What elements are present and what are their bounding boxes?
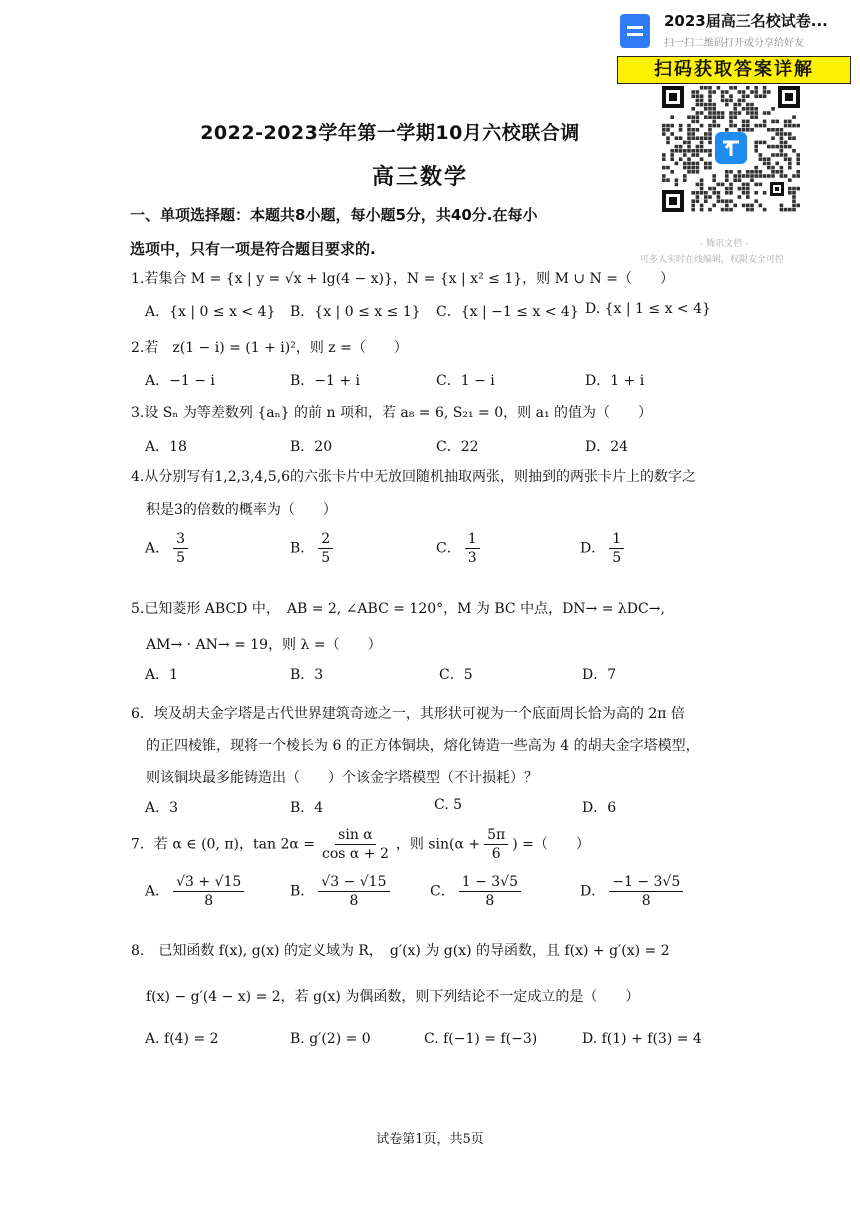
q1-option-b[interactable]: B．{x | 0 ≤ x ≤ 1} xyxy=(290,304,421,320)
q6-option-a[interactable]: A．3 xyxy=(145,800,179,816)
question-6-cont-2: 则该铜块最多能铸造出（ ）个该金字塔模型（不计损耗）？ xyxy=(146,770,538,786)
q7-option-a[interactable]: A． $\frac{√3 + √15}{8}$ xyxy=(145,873,248,910)
qr-title: 2023届高三名校试卷... xyxy=(664,12,828,30)
question-5-cont: AM→ · AN→ = 19，则 λ =（ ） xyxy=(146,637,382,653)
answer-banner[interactable]: 扫码获取答案详解 xyxy=(617,56,851,84)
q7-option-d[interactable]: D． $\frac{-1 - 3√5}{8}$ xyxy=(580,873,687,910)
q1-option-c[interactable]: C．{x | −1 ≤ x < 4} xyxy=(436,304,579,320)
q8-option-a[interactable]: A. f(4) = 2 xyxy=(145,1031,219,1047)
q4-option-d[interactable]: D． $\frac{1}{5}$ xyxy=(580,530,628,567)
q6-option-d[interactable]: D．6 xyxy=(582,800,617,816)
qr-caption: - 腾讯文档 - xyxy=(700,239,749,249)
page-footer: 试卷第1页，共5页 xyxy=(376,1132,484,1147)
q2-option-c[interactable]: C．1 − i xyxy=(436,373,495,389)
q2-option-d[interactable]: D．1 + i xyxy=(585,373,645,389)
q4-option-b[interactable]: B． $\frac{2}{5}$ xyxy=(290,530,337,567)
question-5: 5.已知菱形 ABCD 中， AB = 2, ∠ABC = 120°，M 为 BC 中点，DN→ = λDC→, xyxy=(131,601,665,617)
question-8-cont: f(x) − g′(4 − x) = 2，若 g(x) 为偶函数，则下列结论不一定成立的是（ ） xyxy=(146,989,640,1005)
section-heading: 一、单项选择题：本题共8小题，每小题5分，共40分.在每小 xyxy=(130,206,538,224)
q4-option-a[interactable]: A． $\frac{3}{5}$ xyxy=(145,530,192,567)
q1-option-a[interactable]: A．{x | 0 ≤ x < 4} xyxy=(145,304,276,320)
q8-option-d[interactable]: D. f(1) + f(3) = 4 xyxy=(582,1031,702,1047)
q3-option-d[interactable]: D．24 xyxy=(585,439,629,455)
question-8: 8. 已知函数 f(x), g(x) 的定义域为 R， g′(x) 为 g(x) 的导函数，且 f(x) + g′(x) = 2 xyxy=(131,943,670,959)
section-heading-cont: 选项中，只有一项是符合题目要求的. xyxy=(130,240,376,258)
q8-option-b[interactable]: B. g′(2) = 0 xyxy=(290,1031,371,1047)
question-4: 4.从分别写有1,2,3,4,5,6的六张卡片中无放回随机抽取两张，则抽到的两张卡片上的数字之 xyxy=(131,469,697,485)
question-6: 6．埃及胡夫金字塔是古代世界建筑奇迹之一，其形状可视为一个底面周长恰为高的 2π 倍 xyxy=(131,706,685,722)
qr-subtitle: 扫一扫二维码打开或分享给好友 xyxy=(664,38,804,49)
q5-option-a[interactable]: A．1 xyxy=(145,667,179,683)
q1-option-d[interactable]: D. {x | 1 ≤ x < 4} xyxy=(585,301,711,317)
q7-option-c[interactable]: C． $\frac{1 - 3√5}{8}$ xyxy=(430,873,525,910)
q8-option-c[interactable]: C. f(−1) = f(−3) xyxy=(424,1031,538,1047)
q3-option-c[interactable]: C．22 xyxy=(436,439,479,455)
q2-option-b[interactable]: B．−1 + i xyxy=(290,373,361,389)
q3-option-b[interactable]: B．20 xyxy=(290,439,333,455)
subject-title: 高三数学 xyxy=(371,165,468,190)
q5-option-c[interactable]: C．5 xyxy=(439,667,473,683)
q6-option-b[interactable]: B．4 xyxy=(290,800,324,816)
document-icon xyxy=(620,14,650,48)
q5-option-d[interactable]: D．7 xyxy=(582,667,617,683)
q2-option-a[interactable]: A．−1 − i xyxy=(145,373,215,389)
qr-header xyxy=(620,10,840,54)
question-7: 7．若 α ∈ (0, π)，tan 2α = $\frac{\text{sin α}}{\text{cos α + 2}}$ ，则 sin(α + $\frac{5\pi}{6}$ ) =（ ） xyxy=(131,827,590,862)
q4-option-c[interactable]: C． $\frac{1}{3}$ xyxy=(436,530,484,567)
q5-option-b[interactable]: B．3 xyxy=(290,667,324,683)
q3-option-a[interactable]: A．18 xyxy=(145,439,187,455)
q7-option-b[interactable]: B． $\frac{√3 - √15}{8}$ xyxy=(290,873,394,910)
question-4-cont: 积是3的倍数的概率为（ ） xyxy=(146,502,337,518)
qr-code-icon[interactable] xyxy=(660,84,802,214)
qr-caption-2: 可多人实时在线编辑，权限安全可控 xyxy=(640,255,785,265)
question-2: 2.若 z(1 − i) = (1 + i)²，则 z =（ ） xyxy=(131,340,408,356)
page-title: 2022-2023学年第一学期10月六校联合调 xyxy=(200,122,580,144)
question-3: 3.设 Sₙ 为等差数列 {aₙ} 的前 n 项和，若 a₈ = 6, S₂₁ = 0，则 a₁ 的值为（ ） xyxy=(131,405,652,421)
question-1: 1.若集合 M = {x | y = √x + lg(4 − x)}，N = {x | x² ≤ 1}，则 M ∪ N =（ ） xyxy=(131,271,674,287)
q6-option-c[interactable]: C. 5 xyxy=(434,797,463,813)
question-6-cont: 的正四棱锥，现将一个棱长为 6 的正方体铜块，熔化铸造一些高为 4 的胡夫金字塔模型， xyxy=(146,738,700,754)
